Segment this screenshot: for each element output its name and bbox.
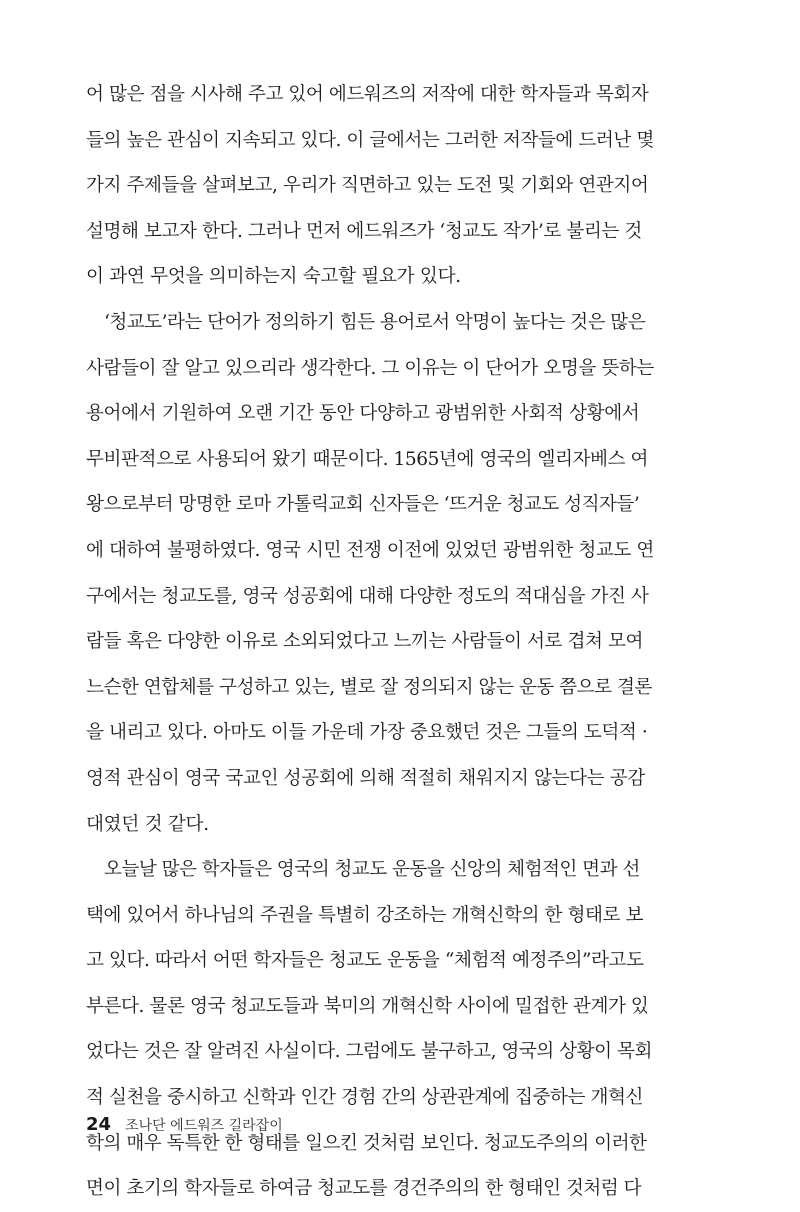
page-footer [86, 1112, 283, 1138]
text-line: 영적 관심이 영국 국교인 성공회에 의해 적절히 채워지지 않는다는 공감 [86, 767, 645, 789]
text-line: 설명해 보고자 한다. 그러나 먼저 에드워즈가 ‘청교도 작가’로 불리는 것 [86, 220, 642, 242]
text-line: 들의 높은 관심이 지속되고 있다. 이 글에서는 그러한 저작들에 드러난 몇 [86, 129, 654, 151]
text-line: 면이 초기의 학자들로 하여금 청교도를 경건주의의 한 형태인 것처럼 다 [86, 1178, 642, 1200]
text-line: 어 많은 점을 시사해 주고 있어 에드워즈의 저작에 대한 학자들과 목회자 [86, 84, 649, 105]
text-line: 사람들이 잘 알고 있으리라 생각한다. 그 이유는 이 단어가 오명을 뜻하는 [86, 357, 654, 379]
text-line: 었다는 것은 잘 알려진 사실이다. 그럼에도 불구하고, 영국의 상황이 목회 [86, 1041, 652, 1063]
text-line: 적 실천을 중시하고 신학과 인간 경험 간의 상관관계에 집중하는 개혁신 [86, 1087, 643, 1109]
text-line: 에 대하여 불평하였다. 영국 시민 전쟁 이전에 있었던 광범위한 청교도 연 [86, 539, 654, 561]
body-text [86, 72, 674, 1212]
text-line: 대였던 것 같다. [86, 813, 209, 835]
text-line: 이 과연 무엇을 의미하는지 숙고할 필요가 있다. [86, 266, 461, 288]
paragraph-first-line: ‘청교도’라는 단어가 정의하기 힘든 용어로서 악명이 높다는 것은 많은 [104, 311, 646, 333]
text-line: 고 있다. 따라서 어떤 학자들은 청교도 운동을 “체험적 예정주의”라고도 [86, 950, 644, 972]
text-line: 부른다. 물론 영국 청교도들과 북미의 개혁신학 사이에 밀접한 관계가 있 [86, 995, 649, 1017]
paragraph-first-line: 오늘날 많은 학자들은 영국의 청교도 운동을 신앙의 체험적인 면과 선 [104, 859, 640, 881]
text-line: 택에 있어서 하나님의 주권을 특별히 강조하는 개혁신학의 한 형태로 보 [86, 904, 643, 926]
text-line: 왕으로부터 망명한 로마 가톨릭교회 신자들은 ‘뜨거운 청교도 성직자들’ [86, 494, 640, 516]
text-line: 느슨한 연합체를 구성하고 있는, 별로 잘 정의되지 않는 운동 쯤으로 결론 [86, 676, 652, 698]
page-number: 24 [86, 1114, 112, 1135]
text-line: 가지 주제들을 살펴보고, 우리가 직면하고 있는 도전 및 기회와 연관지어 [86, 175, 649, 197]
text-line: 구에서는 청교도를, 영국 성공회에 대해 다양한 정도의 적대심을 가진 사 [86, 585, 649, 607]
text-line: 용어에서 기원하여 오랜 기간 동안 다양하고 광범위한 사회적 상황에서 [86, 403, 640, 425]
text-line: 학의 매우 독특한 한 형태를 일으킨 것처럼 보인다. 청교도주의의 이러한 [86, 1132, 647, 1154]
running-title: 조나단 에드워즈 길라잡이 [125, 1118, 283, 1134]
text-line: 을 내리고 있다. 아마도 이들 가운데 가장 중요했던 것은 그들의 도덕적 · [86, 722, 648, 744]
text-line: 무비판적으로 사용되어 왔기 때문이다. 1565년에 영국의 엘리자베스 여 [86, 448, 649, 470]
text-line: 람들 혹은 다양한 이유로 소외되었다고 느끼는 사람들이 서로 겹쳐 모여 [86, 631, 643, 653]
